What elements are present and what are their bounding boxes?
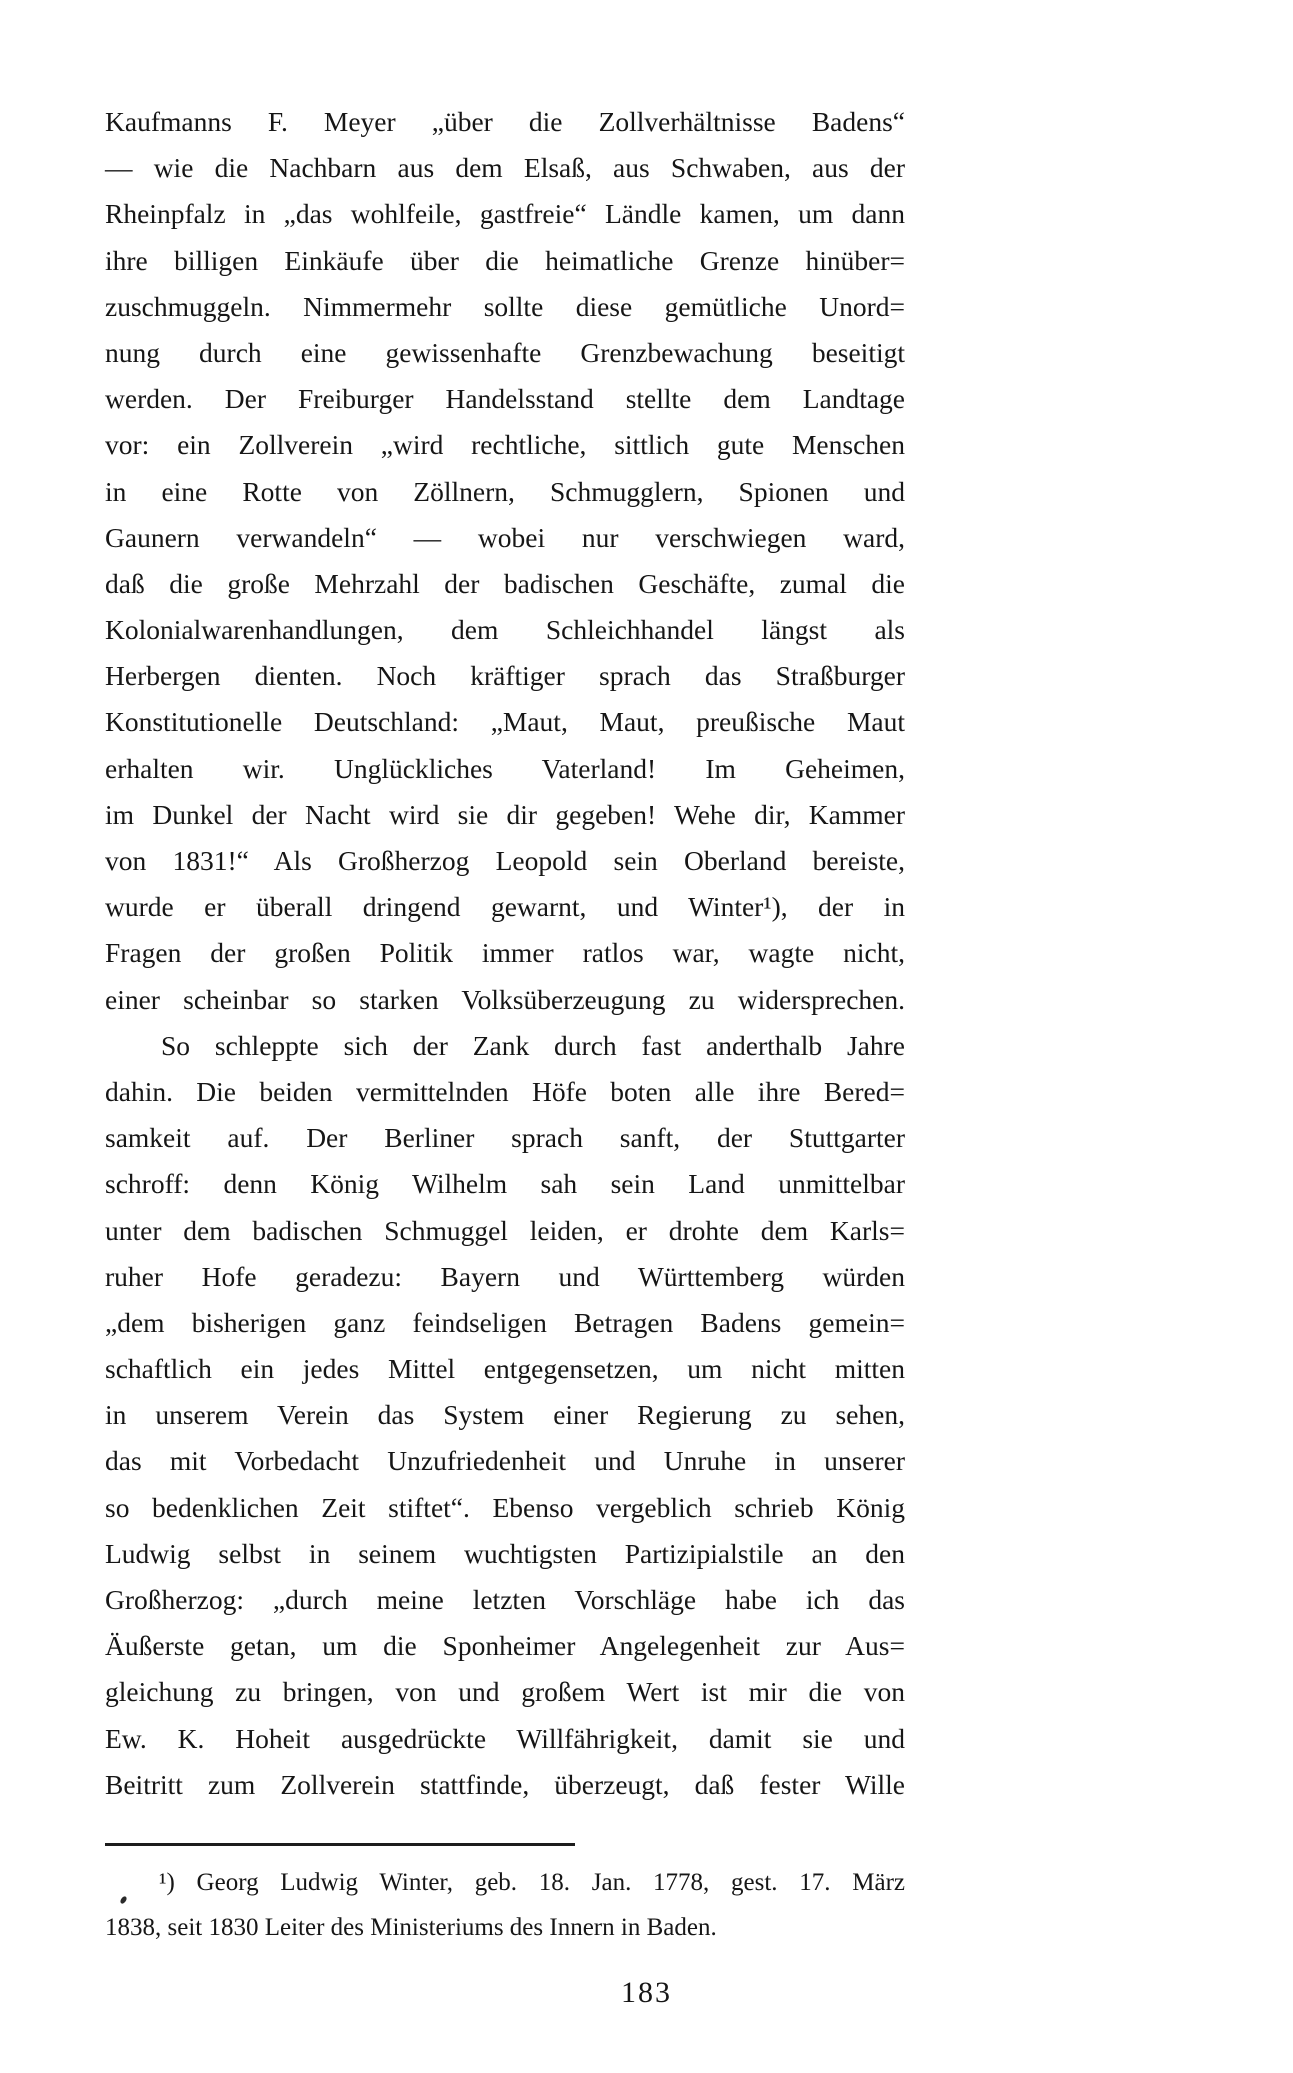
body-line: schroff: denn König Wilhelm sah sein Land unmittelbar [105,1168,905,1200]
body-line: Kolonialwarenhandlungen, dem Schleichhandel längst als [105,614,905,646]
body-line: im Dunkel der Nacht wird sie dir gegeben! Wehe dir, Kammer [105,798,905,830]
body-line: „dem bisherigen ganz feindseligen Betragen Badens gemein= [105,1306,905,1338]
footnote-line: ¹) Georg Ludwig Winter, geb. 18. Jan. 1778, gest. 17. März [159,1869,905,1896]
body-line: Großherzog: „durch meine letzten Vorschläge habe ich das [105,1584,905,1615]
body-line: Äußerste getan, um die Sponheimer Angelegenheit zur Aus= [105,1630,905,1662]
body-line: erhalten wir. Unglückliches Vaterland! Im Geheimen, [105,752,905,784]
footnote-block [105,1860,905,1950]
body-line: Kaufmanns F. Meyer „über die Zollverhältnisse Badens“ [105,106,905,137]
body-line: Gaunern verwandeln“ — wobei nur verschwiegen ward, [105,521,905,553]
body-line-paragraph-start: So schleppte sich der Zank durch fast anderthalb Jahre [161,1029,905,1061]
body-line: Ew. K. Hoheit ausgedrückte Willfährigkeit, damit sie und [105,1722,905,1754]
body-line: nung durch eine gewissenhafte Grenzbewachung beseitigt [105,336,905,368]
body-line: zuschmuggeln. Nimmermehr sollte diese gemütliche Unord= [105,290,905,322]
body-line: werden. Der Freiburger Handelsstand stellte dem Landtage [105,383,905,415]
body-line: ruher Hofe geradezu: Bayern und Württemberg würden [105,1260,905,1292]
body-line: Konstitutionelle Deutschland: „Maut, Maut, preußische Maut [105,706,905,738]
body-line: Ludwig selbst in seinem wuchtigsten Partizipialstile an den [105,1537,905,1569]
footnote-line: 1838, seit 1830 Leiter des Ministeriums des Innern in Baden. [105,1914,717,1941]
body-text-block [105,99,905,1808]
body-line: daß die große Mehrzahl der badischen Geschäfte, zumal die [105,567,905,599]
body-line: dahin. Die beiden vermittelnden Höfe boten alle ihre Bered= [105,1075,905,1107]
body-line: von 1831!“ Als Großherzog Leopold sein Oberland bereiste, [105,845,905,876]
body-line: Fragen der großen Politik immer ratlos war, wagte nicht, [105,937,905,969]
body-line: so bedenklichen Zeit stiftet“. Ebenso vergeblich schrieb König [105,1491,905,1523]
body-line: ihre billigen Einkäufe über die heimatliche Grenze hinüber= [105,244,905,276]
footnote-separator [105,1843,575,1846]
body-line: das mit Vorbedacht Unzufriedenheit und Unruhe in unserer [105,1445,905,1477]
body-line: vor: ein Zollverein „wird rechtliche, sittlich gute Menschen [105,429,905,461]
body-line: Herbergen dienten. Noch kräftiger sprach das Straßburger [105,660,905,692]
body-line: einer scheinbar so starken Volksüberzeugung zu widersprechen. [105,983,905,1015]
body-line: Beitritt zum Zollverein stattfinde, überzeugt, daß fester Wille [105,1768,905,1800]
page-number: 183 [621,1976,672,2009]
body-line: samkeit auf. Der Berliner sprach sanft, der Stuttgarter [105,1122,905,1154]
body-line: Rheinpfalz in „das wohlfeile, gastfreie“ Ländle kamen, um dann [105,198,905,230]
body-line: schaftlich ein jedes Mittel entgegensetzen, um nicht mitten [105,1353,905,1385]
body-line: in unserem Verein das System einer Regierung zu sehen, [105,1399,905,1431]
body-line: — wie die Nachbarn aus dem Elsaß, aus Schwaben, aus der [105,152,905,184]
body-line: unter dem badischen Schmuggel leiden, er drohte dem Karls= [105,1214,905,1246]
body-line: in eine Rotte von Zöllnern, Schmugglern, Spionen und [105,475,905,507]
body-line: wurde er überall dringend gewarnt, und Winter¹), der in [105,891,905,923]
body-line: gleichung zu bringen, von und großem Wert ist mir die von [105,1676,905,1708]
